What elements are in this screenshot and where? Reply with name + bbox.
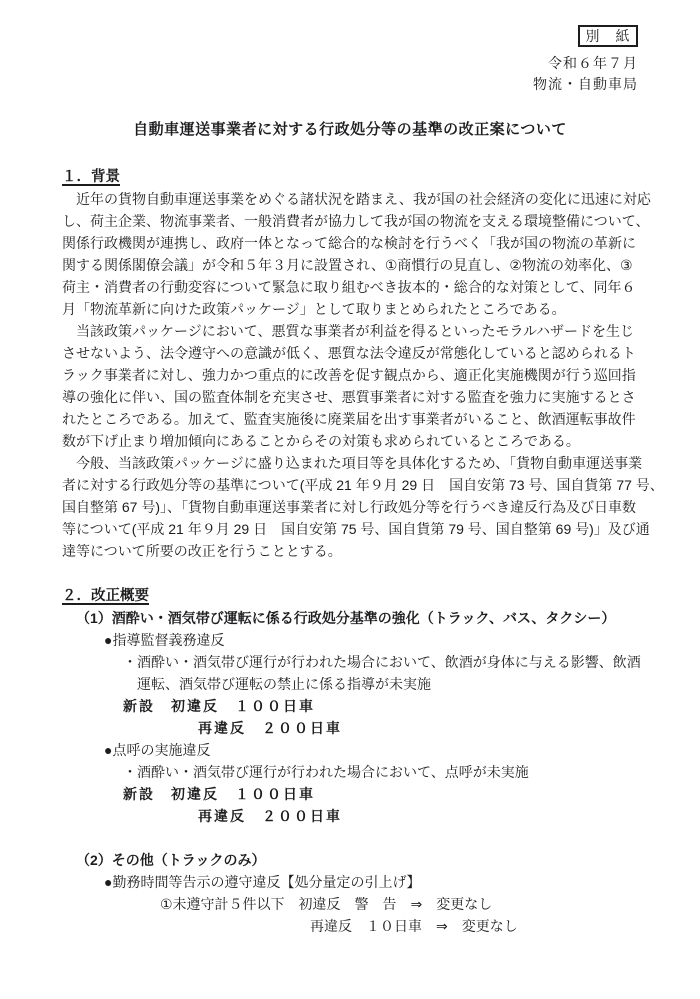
section1-heading bbox=[62, 166, 638, 188]
section2-heading bbox=[62, 585, 638, 607]
section1-heading-label: １．背景 bbox=[62, 169, 120, 185]
paragraph-line: 者に対する行政処分等の基準について(平成 21 年９月 29 日 国自安第 73 号、国自貨第 77 号、 bbox=[62, 477, 664, 493]
bullet-detail-line: ・酒酔い・酒気帯び運行が行われた場合において、飲酒が身体に与える影響、飲酒 bbox=[123, 654, 641, 670]
paragraph-line: 等について(平成 21 年９月 29 日 国自安第 75 号、国自貨第 79 号、国自整第 69 号)」及び通 bbox=[62, 521, 650, 537]
penalty-item-line: 再違反 １０日車 ⇒ 変更なし bbox=[310, 918, 518, 934]
doc-date: 令和６年７月 bbox=[548, 55, 638, 71]
penalty-rule-line: 新設 初違反 １００日車 bbox=[123, 698, 315, 714]
paragraph-line: 導の強化に伴い、国の監査体制を充実させ、悪質事業者に対する監査を強力に実施するとさ bbox=[62, 389, 636, 405]
paragraph-line: 関係行政機関が連携し、政府一体となって総合的な検討を行うべく「我が国の物流の革新に bbox=[62, 235, 636, 251]
penalty-item-line: ①未遵守計５件以下 初違反 警 告 ⇒ 変更なし bbox=[160, 896, 493, 912]
paragraph-line: 達等について所要の改正を行うこととする。 bbox=[62, 543, 342, 559]
paragraph-line: 関する関係閣僚会議」が令和５年３月に設置され、①商慣行の見直し、②物流の効率化、③ bbox=[62, 257, 633, 273]
section-gap bbox=[0, 562, 700, 585]
doc-title: 自動車運送事業者に対する行政処分等の基準の改正案について bbox=[133, 121, 567, 138]
doc-bureau: 物流・自動車局 bbox=[533, 76, 638, 92]
bullet-item-workhours: ●勤務時間等告示の遵守違反【処分量定の引上げ】 bbox=[104, 874, 421, 890]
paragraph-line: 月「物流革新に向けた政策パッケージ」として取りまとめられたところである。 bbox=[62, 301, 566, 317]
paragraph-line: ラック事業者に対し、強力かつ重点的に改善を促す観点から、適正化実施機関が行う巡回指 bbox=[62, 367, 636, 383]
section2-heading-label: ２．改正概要 bbox=[62, 588, 149, 604]
paragraph-line: 国自整第 67 号)」、「貨物自動車運送事業者に対し行政処分等を行うべき違反行為及び日車数 bbox=[62, 499, 637, 515]
section1-body bbox=[62, 188, 664, 562]
subsection2-title: （2）その他（トラックのみ） bbox=[76, 852, 266, 868]
bullet-detail-line: ・酒酔い・酒気帯び運行が行われた場合において、点呼が未実施 bbox=[123, 764, 529, 780]
paragraph-line: 近年の貨物自動車運送事業をめぐる諸状況を踏まえ、我が国の社会経済の変化に迅速に対応 bbox=[62, 191, 651, 207]
paragraph-line: し、荷主企業、物流事業者、一般消費者が協力して我が国の物流を支える環境整備について、 bbox=[62, 213, 650, 229]
paragraph-line: 荷主・消費者の行動変容について緊急に取り組むべき抜本的・総合的な対策として、同年６ bbox=[62, 279, 636, 295]
paragraph-line: させないよう、法令遵守への意識が低く、悪質な法令違反が常態化していると認められるト bbox=[62, 345, 636, 361]
bullet-detail-line: 運転、酒気帯び運転の禁止に係る指導が未実施 bbox=[137, 676, 431, 692]
paragraph-line: 数が下げ止まり増加傾向にあることからその対策も求められているところである。 bbox=[62, 433, 580, 449]
besshi-tag-label: 別 紙 bbox=[585, 28, 631, 44]
penalty-rule-line: 再違反 ２００日車 bbox=[198, 720, 342, 736]
bullet-item-rollcall: ●点呼の実施違反 bbox=[104, 742, 211, 758]
penalty-rule-line: 再違反 ２００日車 bbox=[198, 808, 342, 824]
penalty-rule-line: 新設 初違反 １００日車 bbox=[123, 786, 315, 802]
subsection-gap bbox=[62, 827, 660, 849]
section2-body bbox=[62, 607, 660, 937]
bullet-item-supervision: ●指導監督義務違反 bbox=[104, 632, 225, 648]
paragraph-line: 今般、当該政策パッケージに盛り込まれた項目等を具体化するため、「貨物自動車運送事業 bbox=[62, 455, 643, 471]
subsection1-title: （1）酒酔い・酒気帯び運転に係る行政処分基準の強化（トラック、バス、タクシー） bbox=[76, 610, 616, 626]
paragraph-line: れたところである。加えて、監査実施後に廃業届を出す事業者がいること、飲酒運転事故件 bbox=[62, 411, 636, 427]
besshi-tag-box bbox=[578, 25, 638, 47]
paragraph-line: 当該政策パッケージにおいて、悪質な事業者が利益を得るといったモラルハザードを生じ bbox=[62, 323, 635, 339]
